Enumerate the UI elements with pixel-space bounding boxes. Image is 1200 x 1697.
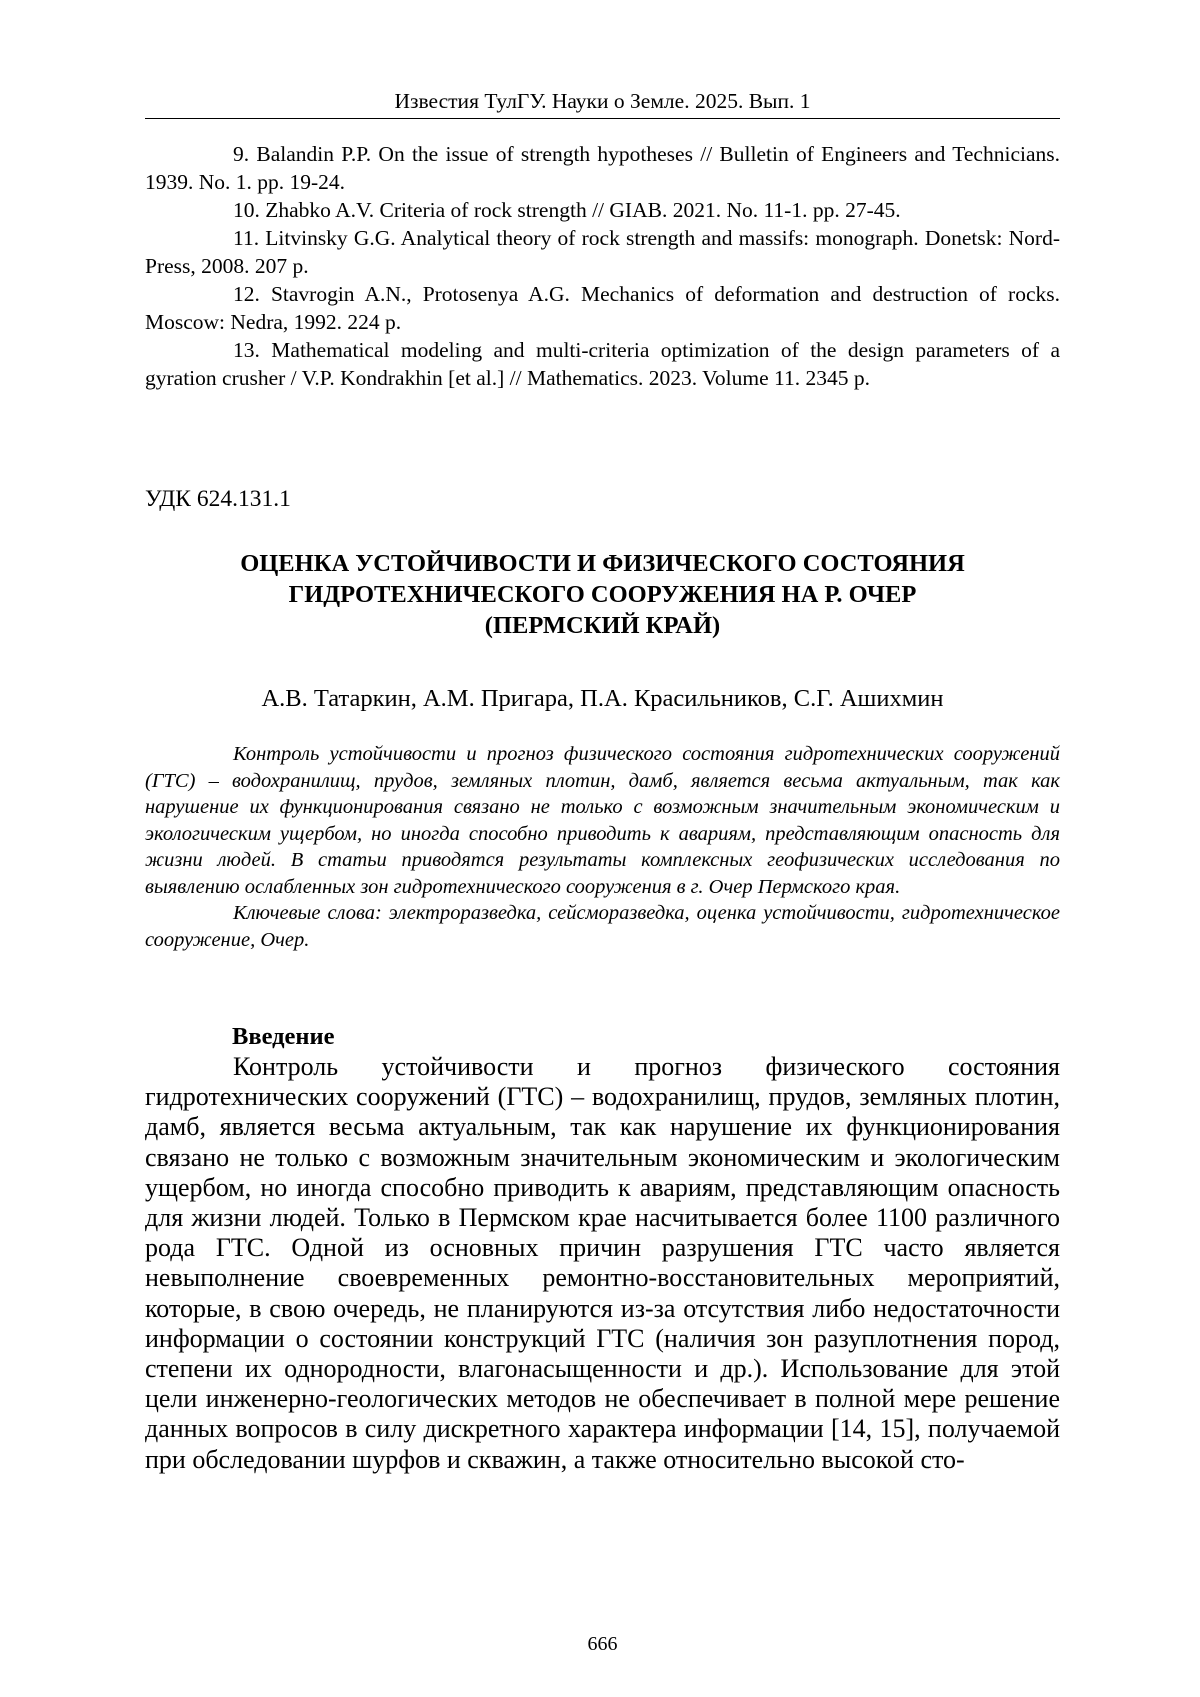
running-title: Известия ТулГУ. Науки о Земле. 2025. Вып. 1 [394, 89, 811, 113]
title-line: ГИДРОТЕХНИЧЕСКОГО СООРУЖЕНИЯ НА Р. ОЧЕР [288, 581, 917, 608]
keywords-text: Ключевые слова: электроразведка, сейсморазведка, оценка устойчивости, гидротехническое сооружение, Очер. [145, 902, 1060, 951]
reference-item: 9. Balandin P.P. On the issue of strength hypotheses // Bulletin of Engineers and Technicians. 1939. No. 1. pp. 19-24. [145, 142, 1060, 194]
reference-item: 10. Zhabko A.V. Criteria of rock strength // GIAB. 2021. No. 11-1. pp. 27-45. [233, 198, 901, 222]
running-header [145, 86, 1060, 119]
article-title [145, 548, 1060, 641]
reference-list [145, 140, 1060, 392]
reference-item: 12. Stavrogin A.N., Protosenya A.G. Mechanics of deformation and destruction of rocks. Moscow: Nedra, 1992. 224 p. [145, 282, 1060, 334]
author-list: А.В. Татаркин, А.М. Пригара, П.А. Красильников, С.Г. Ашихмин [261, 685, 944, 712]
page-number: 666 [587, 1633, 618, 1655]
introduction-paragraph: Контроль устойчивости и прогноз физического состояния гидротехнических сооружений (ГТС) – водохранилищ, прудов, земляных плотин, дамб, является весьма актуальным, так как нарушение их функционирования связано не только с возможным значительным экономическим и экологическим ущербом, но иногда способно приводить к авариям, представляющим опасность для жизни людей. Только в Пермском крае насчитывается более 1100 различного рода ГТС. Одной из основных причин разрушения ГТС часто является невыполнение своевременных ремонтно-восстановительных мероприятий, которые, в свою очередь, не планируются из-за отсутствия либо недостаточности информации о состоянии конструкций ГТС (наличия зон разуплотнения пород, степени их однородности, влагонасыщенности и др.). Использование для этой цели инженерно-геологических методов не обеспечивает в полной мере решение данных вопросов в силу дискретного характера информации [14, 15], получаемой при обследовании шурфов и скважин, а также относительно высокой сто- [145, 1052, 1060, 1474]
section-heading-introduction: Введение [232, 1023, 335, 1050]
abstract-block [145, 741, 1060, 953]
title-line: (ПЕРМСКИЙ КРАЙ) [484, 612, 721, 639]
abstract-text: Контроль устойчивости и прогноз физического состояния гидротехнических сооружений (ГТС) – водохранилищ, прудов, земляных плотин, дамб, является весьма актуальным, так как нарушение их функционирования связано не только с возможным значительным экономическим и экологическим ущербом, но иногда способно приводить к авариям, представляющим опасность для жизни людей. В статьи приводятся результаты комплексных геофизических исследования по выявлению ослабленных зон гидротехнического сооружения в г. Очер Пермского края. [145, 743, 1060, 898]
udk-code: УДК 624.131.1 [145, 486, 291, 512]
reference-item: 13. Mathematical modeling and multi-criteria optimization of the design parameters of a gyration crusher / V.P. Kondrakhin [et al.] // Mathematics. 2023. Volume 11. 2345 p. [145, 338, 1060, 390]
reference-item: 11. Litvinsky G.G. Analytical theory of rock strength and massifs: monograph. Donetsk: Nord-Press, 2008. 207 p. [145, 226, 1060, 278]
title-line: ОЦЕНКА УСТОЙЧИВОСТИ И ФИЗИЧЕСКОГО СОСТОЯНИЯ [240, 550, 965, 577]
